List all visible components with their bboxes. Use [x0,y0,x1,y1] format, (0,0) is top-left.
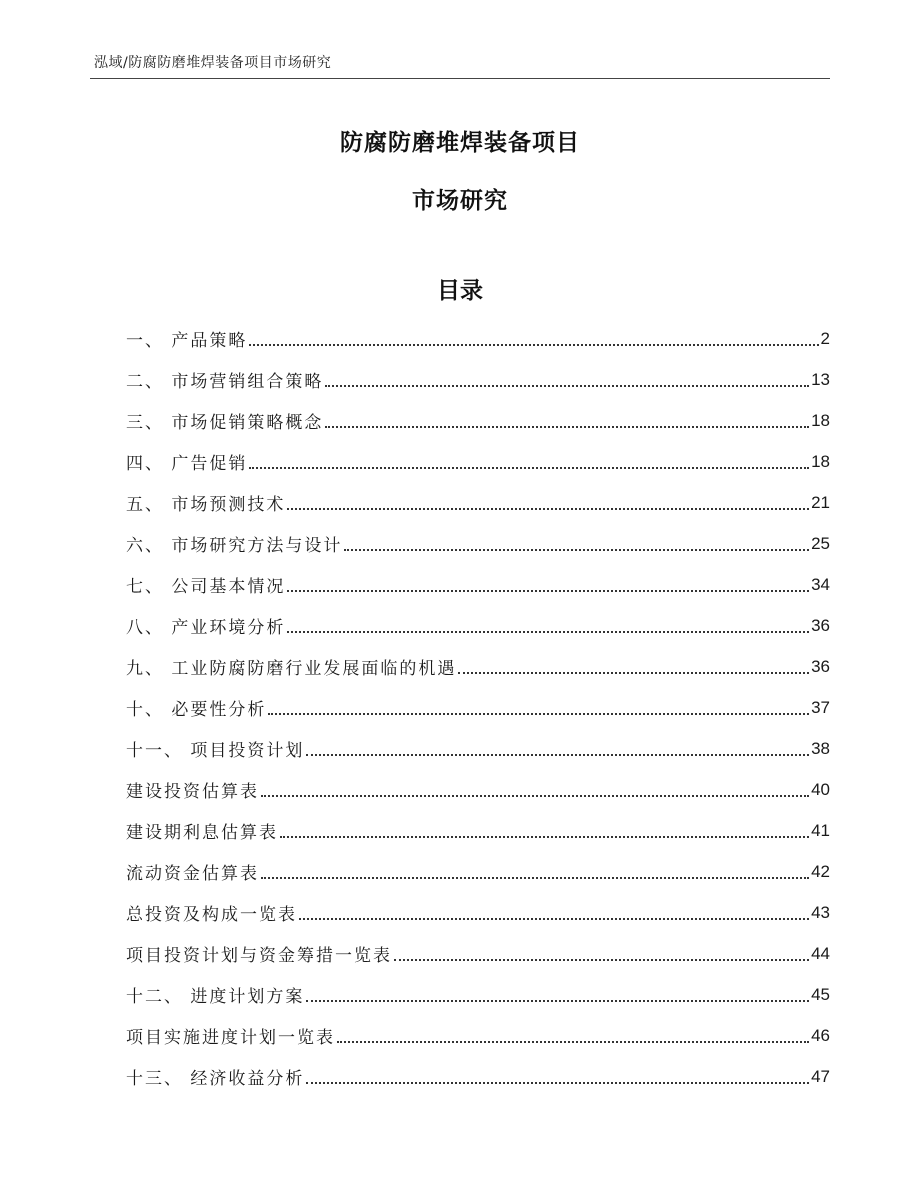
toc-leader-dots [287,631,809,633]
toc-entry[interactable] [126,482,830,523]
toc-leader-dots [280,836,809,838]
toc-entry[interactable] [126,728,830,769]
toc-entry[interactable] [126,810,830,851]
toc-heading: 目录 [437,278,483,304]
toc-entry[interactable] [126,851,830,892]
toc-leader-dots [261,877,809,879]
toc-entry-label: 八、 产业环境分析 [126,618,286,638]
toc-entry-label: 六、 市场研究方法与设计 [126,536,343,556]
toc-entry-page: 25 [811,533,830,553]
toc-entry[interactable] [126,605,830,646]
toc-entry-label: 二、 市场营销组合策略 [126,372,324,392]
toc-entry-label: 七、 公司基本情况 [126,577,286,597]
toc-entry-page: 36 [811,656,830,676]
toc-leader-dots [458,672,809,674]
toc-entry[interactable] [126,523,830,564]
toc-entry-page: 13 [811,369,830,389]
toc-entry[interactable] [126,646,830,687]
toc-leader-dots [249,344,818,346]
toc-entry-label: 建设投资估算表 [126,782,259,802]
toc-entry-label: 十一、 项目投资计划 [126,741,305,761]
toc-leader-dots [394,959,809,961]
toc-entry-page: 40 [811,779,830,799]
toc-leader-dots [261,795,809,797]
toc-entry[interactable] [126,687,830,728]
document-subtitle: 市场研究 [412,188,508,214]
toc-entry-label: 总投资及构成一览表 [126,905,297,925]
toc-entry-label: 十、 必要性分析 [126,700,267,720]
toc-entry-page: 36 [811,615,830,635]
toc-entry-label: 五、 市场预测技术 [126,495,286,515]
document-title: 防腐防磨堆焊装备项目 [340,130,580,156]
toc-entry[interactable] [126,564,830,605]
toc-entry[interactable] [126,769,830,810]
toc-entry[interactable] [126,359,830,400]
toc-leader-dots [287,508,809,510]
toc-leader-dots [299,918,809,920]
toc-entry-page: 38 [811,738,830,758]
toc-entry-page: 37 [811,697,830,717]
toc-entry[interactable] [126,1056,830,1097]
toc-entry-page: 18 [811,410,830,430]
toc-entry-label: 项目实施进度计划一览表 [126,1028,335,1048]
toc-leader-dots [306,754,809,756]
toc-leader-dots [306,1000,809,1002]
toc-entry-page: 44 [811,943,830,963]
toc-leader-dots [268,713,809,715]
toc-entry-label: 流动资金估算表 [126,864,259,884]
toc-leader-dots [344,549,809,551]
toc-leader-dots [337,1041,809,1043]
toc-entry-page: 18 [811,451,830,471]
toc-entry-label: 四、 广告促销 [126,454,248,474]
toc-entry[interactable] [126,318,830,359]
toc-entry-label: 十三、 经济收益分析 [126,1069,305,1089]
toc-entry[interactable] [126,1015,830,1056]
toc-entry[interactable] [126,933,830,974]
toc-entry-page: 47 [811,1066,830,1086]
toc-entry[interactable] [126,400,830,441]
toc-entry-label: 一、 产品策略 [126,331,248,351]
toc-entry-page: 41 [811,820,830,840]
toc-leader-dots [325,426,809,428]
header-divider [90,78,830,79]
toc-entry-page: 34 [811,574,830,594]
toc-entry-label: 九、 工业防腐防磨行业发展面临的机遇 [126,659,457,679]
toc-leader-dots [287,590,809,592]
toc-entry-page: 46 [811,1025,830,1045]
table-of-contents [126,318,830,1097]
toc-entry-page: 45 [811,984,830,1004]
toc-entry-page: 21 [811,492,830,512]
toc-entry[interactable] [126,892,830,933]
running-header: 泓域/防腐防磨堆焊装备项目市场研究 [94,55,332,71]
toc-entry-label: 建设期利息估算表 [126,823,278,843]
toc-leader-dots [306,1082,809,1084]
toc-entry[interactable] [126,441,830,482]
toc-entry[interactable] [126,974,830,1015]
toc-entry-label: 三、 市场促销策略概念 [126,413,324,433]
toc-entry-label: 十二、 进度计划方案 [126,987,305,1007]
toc-leader-dots [325,385,809,387]
toc-entry-page: 42 [811,861,830,881]
toc-entry-page: 43 [811,902,830,922]
toc-leader-dots [249,467,809,469]
toc-entry-label: 项目投资计划与资金筹措一览表 [126,946,392,966]
toc-entry-page: 2 [820,328,830,348]
